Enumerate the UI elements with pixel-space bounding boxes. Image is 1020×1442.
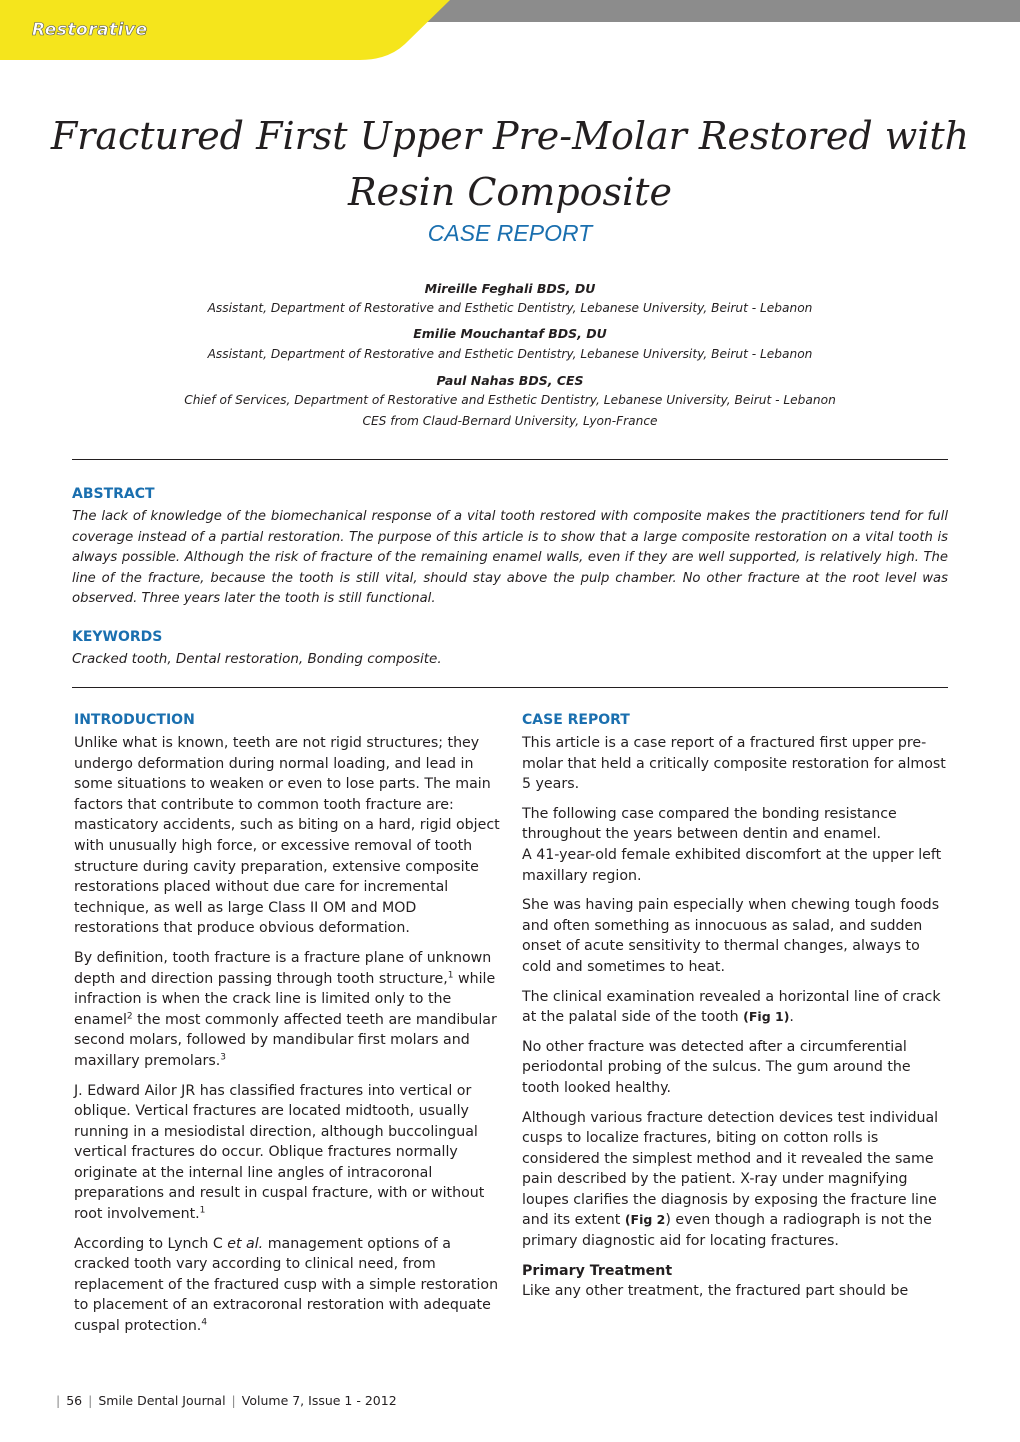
keywords-text: Cracked tooth, Dental restoration, Bonding composite. [72, 651, 442, 667]
issue-info: Volume 7, Issue 1 - 2012 [241, 1393, 397, 1408]
paragraph: This article is a case report of a fractured first upper pre-molar that held a critically composite restoration for almost 5 years. [522, 735, 946, 793]
paragraph: The following case compared the bonding resistance throughout the years between dentin and enamel. [522, 805, 897, 843]
author-affiliation: Chief of Services, Department of Restorative and Esthetic Dentistry, Lebanese University, Beirut - Lebanon [184, 393, 836, 407]
author-name: Emilie Mouchantaf BDS, DU [413, 326, 607, 341]
divider [72, 459, 948, 460]
reference: 1 [447, 969, 454, 980]
introduction-body [74, 733, 504, 1346]
reference: 3 [220, 1052, 227, 1063]
author-name: Paul Nahas BDS, CES [436, 373, 584, 388]
reference: 4 [201, 1317, 208, 1328]
figure-reference: (Fig 2 [624, 1212, 666, 1228]
article-title-line2: Resin Composite [348, 170, 672, 214]
paragraph: No other fracture was detected after a circumferential periodontal probing of the sulcus. The gum around the tooth looked healthy. [522, 1038, 911, 1096]
author-name: Mireille Feghali BDS, DU [424, 281, 596, 296]
header-grey-band [380, 0, 1020, 22]
divider [72, 687, 948, 688]
abstract-heading: ABSTRACT [72, 486, 155, 502]
author-affiliation: Assistant, Department of Restorative and Esthetic Dentistry, Lebanese University, Beirut - Lebanon [207, 347, 813, 361]
article-title-line1: Fractured First Upper Pre-Molar Restored with [50, 114, 970, 158]
abstract-text: The lack of knowledge of the biomechanical response of a vital tooth restored with composite makes the practitioners tend for full coverage instead of a partial restoration. The purpose of this article is to show that a large composite restoration on a vital tooth is always possible. Although the risk of fracture of the remaining enamel walls, even if they are well supported, is relatively high. The line of the fracture, because the tooth is still vital, should stay above the pulp chamber. No other fracture at the root level was observed. Three years later the tooth is still functional. [72, 509, 948, 606]
case-report-heading: CASE REPORT [522, 712, 630, 728]
paragraph: By definition, tooth fracture is a fracture plane of unknown depth and direction passing through tooth structure,$^1$ while infraction is when the crack line is limited only to the enamel$^2$ the most commonly affected teeth are mandibular second molars, followed by mandibular first molars and maxillary premolars.$^3$ [74, 949, 497, 1069]
journal-name: Smile Dental Journal [98, 1393, 226, 1408]
figure-reference: (Fig 1) [743, 1009, 790, 1025]
author-affiliation: Assistant, Department of Restorative and Esthetic Dentistry, Lebanese University, Beirut - Lebanon [207, 301, 813, 315]
reference: 2 [126, 1010, 133, 1021]
paragraph: The clinical examination revealed a horizontal line of crack at the palatal side of the tooth (Fig 1). [522, 988, 941, 1026]
paragraph: According to Lynch C et al. management options of a cracked tooth vary according to clinical need, from replacement of the fractured cusp with a simple restoration to placement of an extracoronal restoration with adequate cuspal protection.$^4$ [74, 1235, 499, 1335]
section-tag: Restorative [32, 20, 148, 40]
case-report-body [522, 733, 948, 1311]
paragraph: Although various fracture detection devices test individual cusps to localize fractures, biting on cotton rolls is considered the simplest method and it revealed the same pain described by the patient. X-ray under magnifying loupes clarifies the diagnosis by exposing the fracture line and its extent (Fig 2) even though a radiograph is not the primary diagnostic aid for locating fractures. [522, 1109, 939, 1250]
page-footer: | 56 | Smile Dental Journal | Volume 7, Issue 1 - 2012 [56, 1393, 397, 1408]
reference: 1 [199, 1205, 206, 1216]
paragraph: Unlike what is known, teeth are not rigid structures; they undergo deformation during normal loading, and lead in some situations to weaken or even to lose parts. The main factors that contribute to common tooth fracture are: masticatory accidents, such as biting on a hard, rigid object with unusually high force, or excessive removal of tooth structure during cavity preparation, extensive composite restorations placed without due care for incremental technique, as well as large Class II OM and MOD restorations that produce obvious deformation. [74, 735, 500, 937]
keywords-heading: KEYWORDS [72, 629, 163, 645]
paragraph: J. Edward Ailor JR has classified fractures into vertical or oblique. Vertical fractures are located midtooth, usually running in a mesiodistal direction, although buccolingual vertical fractures do occur. Oblique fractures normally originate at the internal line angles of intracoronal preparations and result in cuspal fracture, with or without root involvement.$^1$ [74, 1082, 485, 1223]
article-type: CASE REPORT [427, 220, 593, 246]
introduction-heading: INTRODUCTION [74, 712, 195, 728]
page-number: 56 [66, 1393, 83, 1408]
author-affiliation-extra: CES from Claud-Bernard University, Lyon-France [362, 414, 658, 428]
subheading: Primary Treatment [522, 1262, 673, 1279]
paragraph: She was having pain especially when chewing tough foods and often something as innocuous as salad, and sudden onset of acute sensitivity to thermal changes, always to cold and sometimes to heat. [522, 897, 940, 975]
paragraph: Like any other treatment, the fractured part should be [522, 1283, 909, 1300]
paragraph: A 41-year-old female exhibited discomfort at the upper left maxillary region. [522, 846, 942, 884]
